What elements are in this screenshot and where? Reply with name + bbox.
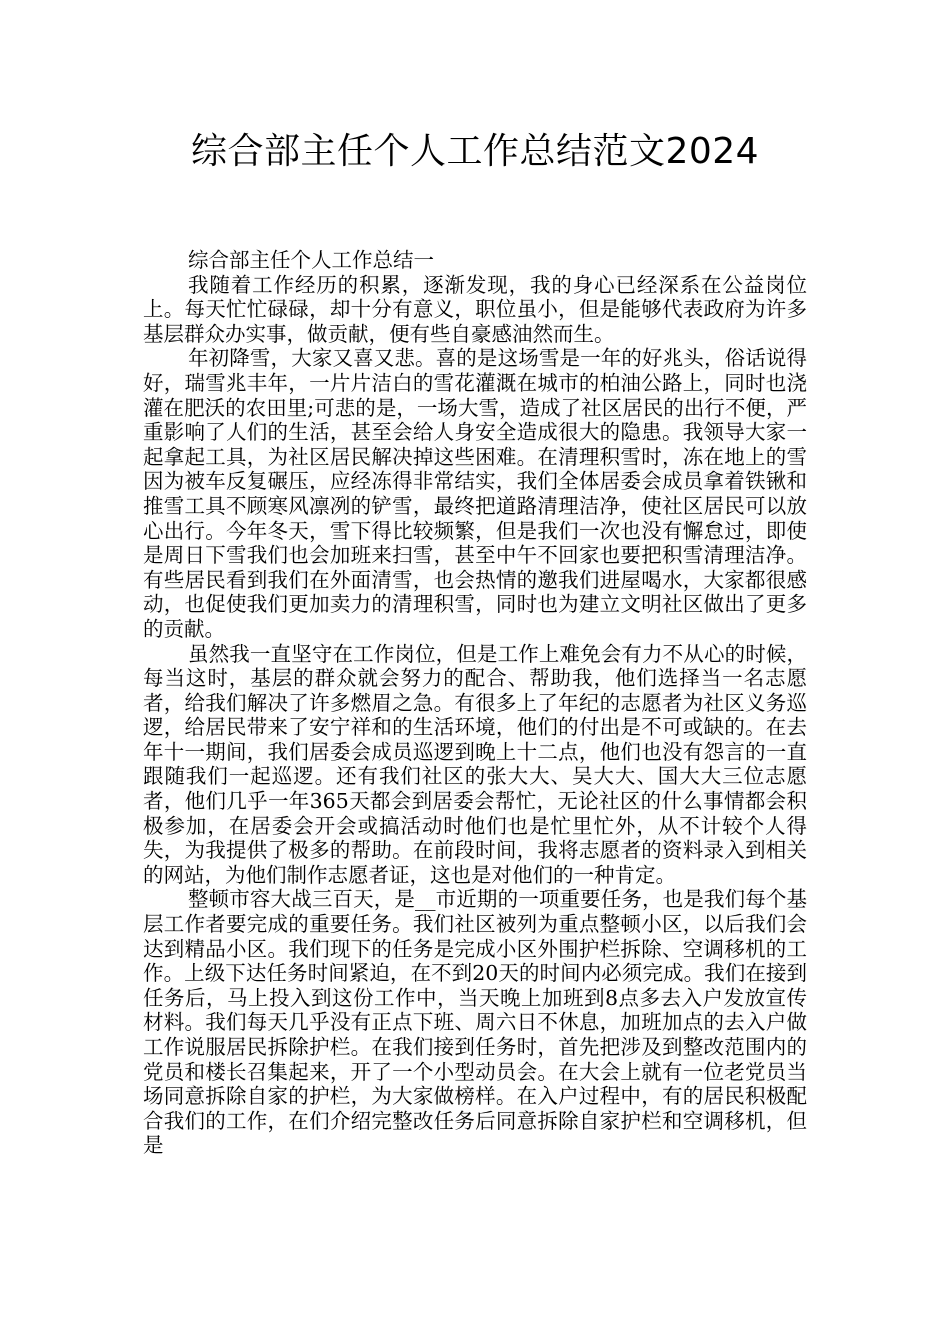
paragraph-3: 虽然我一直坚守在工作岗位，但是工作上难免会有力不从心的时候，每当这时，基层的群众就会努力的配合、帮助我，他们选择当一名志愿者，给我们解决了许多燃眉之急。有很多上了年纪的志愿者为社区义务巡逻，给居民带来了安宁祥和的生活环境，他们的付出是不可或缺的。在去年十一期间，我们居委会成员巡逻到晚上十二点，他们也没有怨言的一直跟随我们一起巡逻。还有我们社区的张大大、吴大大、国大大三位志愿者，他们几乎一年365天都会到居委会帮忙，无论社区的什么事情都会积极参加，在居委会开会或搞活动时他们也是忙里忙外，从不计较个人得失，为我提供了极多的帮助。在前段时间，我将志愿者的资料录入到相关的网站，为他们制作志愿者证，这也是对他们的一种肯定。 — [143, 641, 807, 887]
section-heading: 综合部主任个人工作总结一 — [188, 248, 434, 272]
paragraph-1: 我随着工作经历的积累，逐渐发现，我的身心已经深系在公益岗位上。每天忙忙碌碌，却十分有意义，职位虽小，但是能够代表政府为许多基层群众办实事，做贡献，便有些自豪感油然而生。 — [143, 272, 807, 346]
paragraph-2: 年初降雪，大家又喜又悲。喜的是这场雪是一年的好兆头，俗话说得好，瑞雪兆丰年，一片片洁白的雪花灌溉在城市的柏油公路上，同时也浇灌在肥沃的农田里;可悲的是，一场大雪，造成了社区居民的出行不便，严重影响了人们的生活，甚至会给人身安全造成很大的隐患。我领导大家一起拿起工具，为社区居民解决掉这些困难。在清理积雪时，冻在地上的雪因为被车反复碾压，应经冻得非常结实，我们全体居委会成员拿着铁锹和推雪工具不顾寒风凛冽的铲雪，最终把道路清理洁净，使社区居民可以放心出行。今年冬天，雪下得比较频繁，但是我们一次也没有懈怠过，即使是周日下雪我们也会加班来扫雪，甚至中午不回家也要把积雪清理洁净。有些居民看到我们在外面清雪，也会热情的邀我们进屋喝水，大家都很感动，也促使我们更加卖力的清理积雪，同时也为建立文明社区做出了更多的贡献。 — [143, 346, 807, 641]
paragraph-4: 整顿市容大战三百天，是__市近期的一项重要任务，也是我们每个基层工作者要完成的重要任务。我们社区被列为重点整顿小区，以后我们会达到精品小区。我们现下的任务是完成小区外围护栏拆除、空调移机的工作。上级下达任务时间紧迫，在不到20天的时间内必须完成。我们在接到任务后，马上投入到这份工作中，当天晚上加班到8点多去入户发放宣传材料。我们每天几乎没有正点下班、周六日不休息，加班加点的去入户做工作说服居民拆除护栏。在我们接到任务时，首先把涉及到整改范围内的党员和楼长召集起来，开了一个小型动员会。在大会上就有一位老党员当场同意拆除自家的护栏，为大家做榜样。在入户过程中，有的居民积极配合我们的工作，在们介绍完整改任务后同意拆除自家护栏和空调移机，但是 — [143, 887, 807, 1158]
document-body — [143, 248, 807, 1158]
document-title: 综合部主任个人工作总结范文2024 — [190, 131, 760, 172]
